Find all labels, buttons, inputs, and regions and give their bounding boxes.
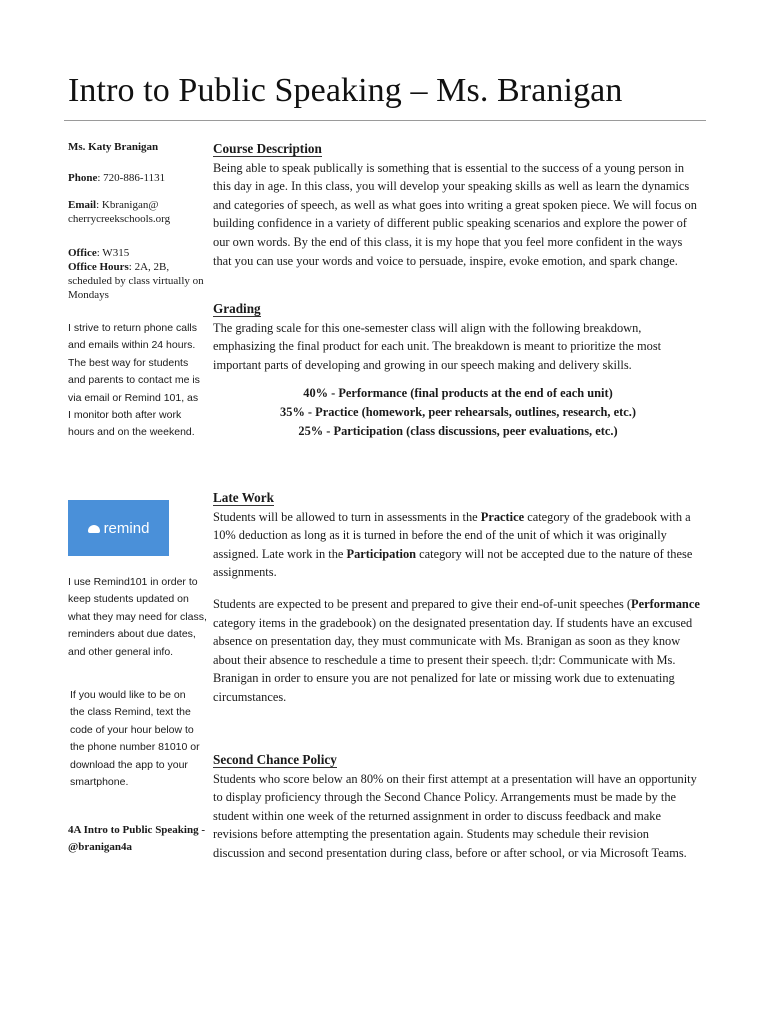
office-line: [68, 246, 129, 260]
phone-line: [68, 171, 165, 185]
remind-handle: 4A Intro to Public Speaking - @branigan4a: [68, 824, 206, 853]
grading-performance: 40% - Performance (final products at the end of each unit): [303, 386, 613, 401]
email-line: [68, 198, 170, 226]
remind-instructions: If you would like to be on the class Remind, text the code of your hour below to the phone number 81010 or download the app to your smartphone.: [70, 689, 200, 789]
title-divider: [64, 120, 706, 121]
late-work-p2: Students are expected to be present and prepared to give their end-of-unit speeches (Performance category items in the gradebook) on the designated presentation day. If students have an excused absence on presentation day, they must communicate with Ms. Branigan as soon as they know about their absence to reschedule a time to present their speech. tl;dr: Communicate with Ms. Branigan in order to ensure you are not penalized for late or missing work due to extenuating circumstances.: [213, 596, 700, 704]
remind-cloud-icon: [88, 525, 100, 533]
remind-logo-text: remind: [103, 519, 150, 537]
email-label: Email: [68, 199, 97, 211]
grading-heading: Grading: [213, 301, 261, 316]
course-description-body: Being able to speak publically is something that is essential to the success of a young person in this day in age. In this class, you will develop your speaking skills as well as learn the dynamics and categories of speech, as well as what goes into writing a great spoken piece. We will focus on building confidence in a variety of different public speaking scenarios and explore the power of our own words. By the end of this class, it is my hope that you feel more confident in the ways that you can use your words and voice to persuade, inspire, evoke emotion, and spark change.: [213, 160, 697, 268]
remind-note: I use Remind101 in order to keep students updated on what they may need for class, reminders about due dates, and other general info.: [68, 576, 207, 658]
grading-section: [213, 300, 703, 440]
remind-logo: [68, 500, 169, 556]
phone-value: : 720-886-1131: [97, 172, 166, 184]
second-chance-body: Students who score below an 80% on their first attempt at a presentation will have an opportunity to display proficiency through the Second Chance Policy. Arrangements must be made by the student within one week of the returned assignment in order to discuss feedback and make revisions before attempting the presentation again. Students may schedule their revision discussion and second presentation during class, before or after school, or via Microsoft Teams.: [213, 771, 697, 860]
email-value[interactable]: : Kbranigan@: [96, 199, 159, 211]
office-label: Office: [68, 247, 97, 259]
page-title: Intro to Public Speaking – Ms. Branigan: [68, 72, 623, 109]
grading-body: The grading scale for this one-semester class will align with the following breakdown, emphasizing the final product for each unit. The breakdown is meant to prioritize the most important parts of developing and growing in our speech making and delivery skills.: [213, 320, 662, 372]
course-description-section: [213, 140, 703, 270]
email-domain[interactable]: cherrycreekschools.org: [68, 213, 171, 225]
second-chance-section: [213, 751, 703, 863]
late-work-heading: Late Work: [213, 490, 274, 505]
office-hours-note: scheduled by class virtually on Mondays: [68, 275, 204, 301]
late-work-p1: Students will be allowed to turn in assessments in the Practice category of the gradebook with a 10% deduction as long as it is turned in before the end of the unit of which it was originally assigned. Late work in the Participation category will not be accepted due to the nature of these assignments.: [213, 509, 693, 580]
course-description-heading: Course Description: [213, 141, 322, 156]
second-chance-heading: Second Chance Policy: [213, 752, 337, 767]
phone-label: Phone: [68, 172, 98, 184]
contact-note: I strive to return phone calls and emails within 24 hours. The best way for students and parents to contact me is via email or Remind 101, as I monitor both after work hours and on the weekend.: [68, 322, 200, 439]
grading-practice: 35% - Practice (homework, peer rehearsals, outlines, research, etc.): [280, 404, 636, 419]
office-hours-value: : 2A, 2B,: [128, 261, 170, 273]
late-work-section: [213, 489, 703, 707]
office-value: : W315: [96, 247, 130, 259]
teacher-name: Ms. Katy Branigan: [68, 141, 159, 153]
grading-participation: 25% - Participation (class discussions, peer evaluations, etc.): [298, 423, 618, 438]
office-hours: [68, 260, 210, 302]
office-hours-label: Office Hours: [68, 261, 129, 273]
